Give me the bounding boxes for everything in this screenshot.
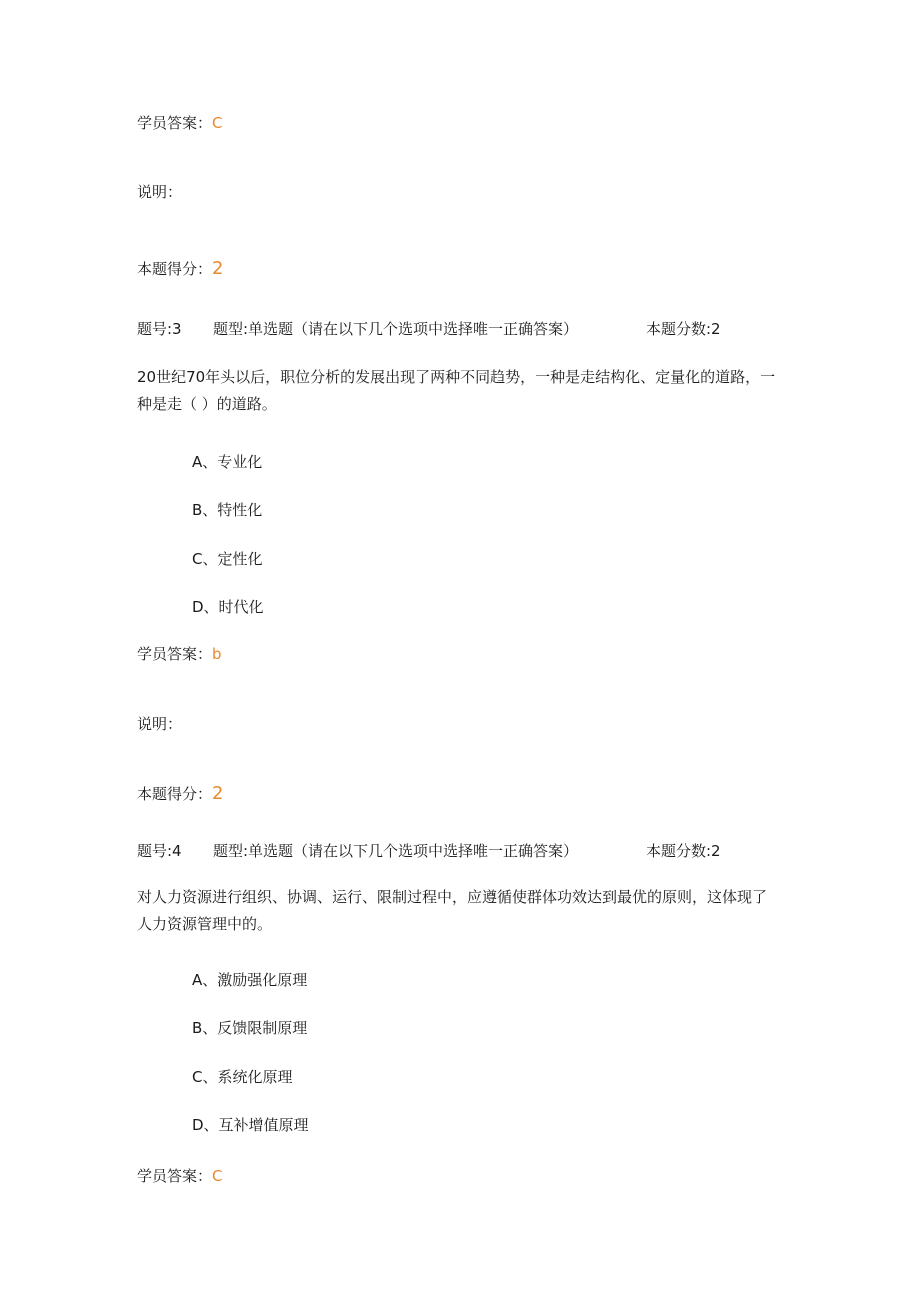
- answer-value: C: [212, 114, 223, 132]
- answer-value: C: [212, 1167, 223, 1185]
- note-row-top: [137, 182, 182, 202]
- answer-row-top: [137, 113, 223, 133]
- note-label: 说明：: [137, 183, 183, 201]
- answer-label: 学员答案：: [137, 114, 213, 132]
- question-type: 题型:单选题（请在以下几个选项中选择唯一正确答案）: [213, 842, 579, 860]
- score-label: 本题得分：: [137, 785, 213, 803]
- option-a: A、专业化: [192, 453, 263, 471]
- option-b: B、特性化: [192, 501, 263, 519]
- option-d: D、时代化: [192, 598, 264, 616]
- option-c: C、定性化: [192, 550, 263, 568]
- score-value: 2: [212, 258, 224, 279]
- question-number: 题号:4: [137, 842, 182, 860]
- question-points: 本题分数:2: [646, 842, 721, 860]
- score-row-top: [137, 259, 223, 279]
- option-b: B、反馈限制原理: [192, 1019, 308, 1037]
- score-value: 2: [212, 783, 224, 804]
- note-label: 说明：: [137, 715, 183, 733]
- answer-row-4: [137, 1166, 223, 1186]
- question-points: 本题分数:2: [646, 320, 721, 338]
- question-text-3: 20世纪70年头以后，职位分析的发展出现了两种不同趋势，一种是走结构化、定量化的道路，一种是走（ ）的道路。: [137, 368, 776, 413]
- option-d: D、互补增值原理: [192, 1116, 309, 1134]
- option-c: C、系统化原理: [192, 1068, 293, 1086]
- answer-value: b: [212, 645, 222, 663]
- score-row-3: [137, 784, 223, 804]
- score-label: 本题得分：: [137, 260, 213, 278]
- answer-row-3: [137, 644, 222, 664]
- question-number: 题号:3: [137, 320, 182, 338]
- note-row-3: [137, 714, 182, 734]
- answer-label: 学员答案：: [137, 1167, 213, 1185]
- question-text-4: 对人力资源进行组织、协调、运行、限制过程中，应遵循使群体功效达到最优的原则，这体现了人力资源管理中的。: [137, 888, 768, 933]
- option-a: A、激励强化原理: [192, 971, 308, 989]
- answer-label: 学员答案：: [137, 645, 213, 663]
- question-type: 题型:单选题（请在以下几个选项中选择唯一正确答案）: [213, 320, 579, 338]
